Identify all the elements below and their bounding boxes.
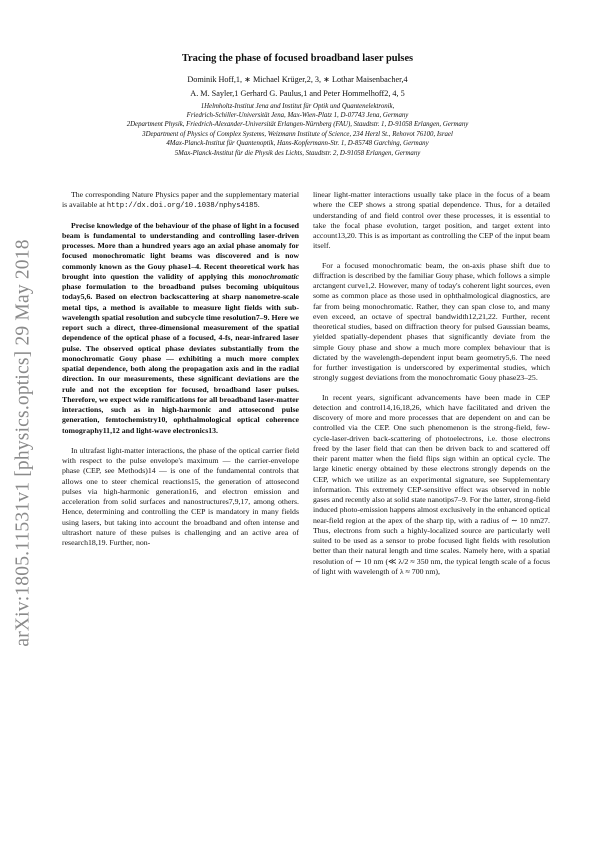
- author-list: [0, 73, 595, 101]
- affiliation-line: 2Department Physik, Friedrich-Alexander-Universität Erlangen-Nürnberg (FAU), Staudtstr. 1, D-91058 Erlangen, Germany: [126, 121, 469, 129]
- abstract: Precise knowledge of the behaviour of the phase of light in a focused beam is fundamental to understanding and controlling laser-driven processes. More than a hundred years ago an axial phase anomaly for focused monochromatic light beams was discovered and is now commonly known as the Gouy phase1–4. Recent theoretical work has brought into question the validity of applying this monochromatic phase formulation to the broadband pulses becoming ubiquitous today5,6. Based on electron backscattering at sharp nanometre-scale metal tips, a method is available to measure light fields with sub-wavelength spatial resolution and subcycle time resolution7–9. Here we report such a direct, three-dimensional measurement of the spatial dependence of the optical phase of a focused, 4-fs, near-infrared laser pulse. The observed optical phase deviates substantially from the monochromatic Gouy phase — exhibiting a much more complex spatial dependence, both along the propagation axis and in the radial direction. In our measurements, these significant deviations are the rule and not the exception for focused, broadband laser pulses. Therefore, we expect wide ramifications for all broadband laser-matter interactions, such as in high-harmonic and attosecond pulse generation, femtochemistry10, ophthalmological optical coherence tomography11,12 and light-wave electronics13.: [62, 220, 299, 435]
- affiliation-line: Friedrich-Schiller-Universität Jena, Max-Wien-Platz 1, D-07743 Jena, Germany: [186, 111, 409, 119]
- authors-line-1: Dominik Hoff,1, ∗ Michael Krüger,2, 3, ∗ Lothar Maisenbacher,4: [187, 75, 408, 84]
- paper-title: Tracing the phase of focused broadband laser pulses: [181, 53, 414, 64]
- authors-line-2: A. M. Sayler,1 Gerhard G. Paulus,1 and Peter Hommelhoff2, 4, 5: [190, 89, 405, 98]
- affiliations: [0, 102, 595, 158]
- arxiv-identifier-stamp: arXiv:1805.11531v1 [physics.optics] 29 May 2018: [13, 239, 34, 647]
- body-paragraph: In recent years, significant advancements have been made in CEP detection and control14,16,18,26, which have facilitated and driven the discovery of more and more processes that are dependent on and can be controlled via the CEP. One such phenomenon is the strong-field, few-cycle-laser-driven back-scattering of photoelectrons, i.e. those electrons freed by the laser field that can then be driven back to and scattered off their parent matter when the field flips sign within an optical cycle. The large kinetic energy obtained by these electrons strongly depends on the CEP, which we utilize as an experimental signature, see Supplementary information. This extremely CEP-sensitive effect was observed in noble gases and recently also at solid state nanotips7–9. For the latter, strong-field induced photo-emission happens almost exclusively in the enhanced optical near-field region at the apex of the sharp tip, with a radius of ∼ 10 nm27. Thus, electrons from such a highly-localized source are particularly well suited to be used as a sensor to probe focused light fields with resolution better than their natural length and time scales. Namely here, with a spatial resolution of ∼ 10 nm (≪ λ/2 ≈ 350 nm, the typical length scale of a focus of light with wavelength of λ ≈ 700 nm),: [313, 392, 550, 576]
- affiliation-line: 3Department of Physics of Complex Systems, Weizmann Institute of Science, 234 Herzl St., Rehovot 76100, Israel: [142, 130, 453, 138]
- body-paragraph: linear light-matter interactions usually take place in the focus of a beam where the CEP shows a strong spatial dependence. Thus, for a detailed understanding of and field control over these processes, it is essential to take the focal phase evolution, target position, and target extent into account13,20. This is as important as controlling the CEP of the input beam itself.: [313, 190, 550, 251]
- body-paragraph: In ultrafast light-matter interactions, the phase of the optical carrier field with respect to the pulse envelope's maximum — the carrier-envelope phase (CEP, see Methods)14 — is one of the fundamental controls that allows one to steer chemical reactions15, the generation of attosecond pulses via high-harmonic generation16, and electron emission and acceleration from solid surfaces and nanostructures7,9,17, among others. Hence, determining and controlling the CEP is mandatory in many fields using lasers, but taking into account the broadband and often intense and ultrashort nature of these pulses is challenging and an active area of research18,19. Further, non-: [62, 445, 299, 547]
- availability-note: The corresponding Nature Physics paper and the supplementary material is available at http://dx.doi.org/10.1038/nphys4185.: [62, 190, 299, 211]
- body-paragraph: For a focused monochromatic beam, the on-axis phase shift due to diffraction is described by the familiar Gouy phase, which follows a simple arctangent curve1,2. However, many of today's coherent light sources, even some as common place as those used in ophthalmological diagnostics, are far from being monochromatic. Rather, they can span close to, and many even exceed, an octave of spectral bandwidth12,21,22. Further, recent theoretical studies, based on diffraction theory for pulsed Gaussian beams, yielded spatially-dependent phases that significantly deviate from the simple Gouy phase and show a much more complex behaviour that is dictated by the wavelength-dependent input beam geometry5,6. The need for further investigation is underscored by experimental studies, which strongly suggest deviations from the monochromatic Gouy phase23–25.: [313, 260, 550, 383]
- affiliation-line: 1Helmholtz-Institut Jena and Institut für Optik und Quantenelektronik,: [200, 102, 395, 110]
- affiliation-line: 5Max-Planck-Institut für die Physik des Lichts, Staudtstr. 2, D-91058 Erlangen, Germany: [174, 149, 421, 157]
- left-column: [62, 190, 299, 548]
- doi-link[interactable]: http://dx.doi.org/10.1038/nphys4185: [106, 202, 258, 211]
- right-column: [313, 190, 550, 577]
- affiliation-line: 4Max-Planck-Institut für Quantenoptik, Hans-Kopfermann-Str. 1, D-85748 Garching, Germany: [166, 140, 429, 148]
